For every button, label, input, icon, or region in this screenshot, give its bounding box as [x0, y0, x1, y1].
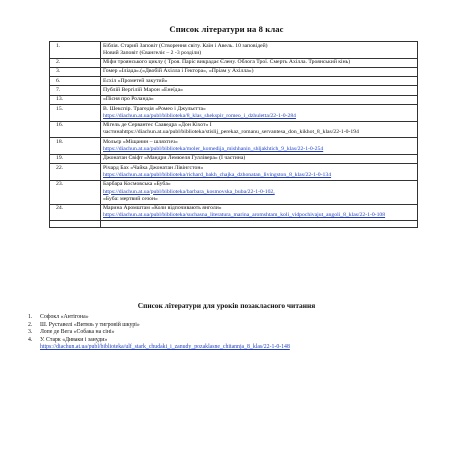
page-title: Список літератури на 8 клас: [169, 24, 284, 34]
list-item: [28, 322, 428, 330]
row-content: [101, 138, 418, 155]
row-number: 2.: [50, 58, 101, 67]
row-text: Гомер «Іліада».(«Двобій Ахілла і Гектора», «Пріам у Ахілла»): [103, 68, 254, 75]
row-content: [101, 221, 418, 228]
item-link[interactable]: https://diachun.at.ua/publ/biblioteka/ulf_stark_chudaki_i_zanudy_pozaklasne_chitannja_8_klas/22-1-0-148: [40, 344, 290, 351]
row-number: [50, 221, 101, 228]
row-text: Мольєр «Міщанин – шляхтич»: [103, 138, 178, 145]
item-number: 2.: [28, 321, 33, 328]
row-content: [101, 164, 418, 181]
item-text: Лопе де Вега «Собака на сіні»: [40, 329, 115, 336]
item-number: 4.: [28, 336, 33, 343]
item-number: 3.: [28, 329, 33, 336]
row-text: Джонатан Свіфт «Мандри Лемюеля Гуллівера» (І частина): [103, 155, 246, 162]
row-text: «Буба: мертвий сезон»: [103, 195, 158, 202]
item-content: [40, 337, 428, 352]
row-content: [101, 105, 418, 122]
table-row: [50, 86, 418, 95]
item-text: Софокл «Антігона»: [40, 314, 89, 320]
row-number: 6.: [50, 77, 101, 86]
row-number: 13.: [50, 95, 101, 104]
table-row: [50, 221, 418, 228]
table-row: [50, 121, 418, 138]
row-number: 18.: [50, 138, 101, 155]
literature-table-body: [50, 42, 418, 228]
table-row: [50, 204, 418, 221]
row-text: Річард Бах «Чайка Джонатан Лівінгстон»: [103, 164, 204, 171]
item-text: Ш. Руставелі «Витязь у тигровій шкурі»: [40, 321, 140, 328]
table-row: [50, 164, 418, 181]
table-row: [50, 154, 418, 163]
row-text: Біблія. Старий Заповіт (Створення світу. Каїн і Авель. 10 заповідей): [103, 42, 268, 49]
table-row: [50, 77, 418, 86]
row-content: [101, 154, 418, 163]
section-subtitle: Список літератури для уроків позакласного читання: [137, 301, 316, 310]
item-content: [40, 329, 428, 337]
row-number: 19.: [50, 154, 101, 163]
row-link[interactable]: https://diachun.at.ua/publ/biblioteka/barbara_kosmovska_buba/22-1-0-102,: [103, 188, 275, 195]
row-link[interactable]: https://diachun.at.ua/publ/biblioteka/suchasna_literatura_marina_aromshtam_koli_vidpochivajut_angoli_8_klas/22-1-0-108: [103, 212, 386, 219]
list-item: [28, 329, 428, 337]
row-text: Публій Вергілій Марон «Енеїда»: [103, 86, 183, 93]
row-content: [101, 86, 418, 95]
table-row: [50, 180, 418, 204]
literature-table: [49, 41, 418, 228]
row-text: Барбара Космовська «Буба»: [103, 181, 171, 188]
row-text: Есхіл «Прометей закутий»: [103, 77, 168, 84]
row-content: [101, 77, 418, 86]
row-content: [101, 58, 418, 67]
row-text: В. Шекспір. Трагедія «Ромео і Джульєтта»: [103, 105, 206, 112]
row-text: Міфи троянського циклу ( Троя. Паріс викрадає Єлену. Облога Трої. Смерть Ахілла. Троянський кінь): [103, 59, 351, 66]
row-content: [101, 204, 418, 221]
row-content: [101, 121, 418, 138]
table-row: [50, 138, 418, 155]
row-number: 15.: [50, 105, 101, 122]
table-row: [50, 58, 418, 67]
row-number: 7.: [50, 86, 101, 95]
row-text: «Пісня про Роланда»: [103, 96, 154, 103]
extra-reading-list: [28, 314, 428, 352]
row-number: 24.: [50, 204, 101, 221]
list-item: [28, 314, 428, 322]
row-text: Новий Заповіт (Євангеліє – 2 -3 розділи): [103, 49, 202, 56]
table-row: [50, 95, 418, 104]
row-link[interactable]: https://diachun.at.ua/publ/biblioteka/richard_bakh_chajka_dzhonatan_livingston_8_klas/22-1-0-134: [103, 171, 332, 178]
row-text: частинаhttps://diachun.at.ua/publ/biblioteka/stislij_perekaz_romanu_servantesa_don_kikhot_8_klas/22-1-0-194: [103, 129, 359, 136]
row-number: 1.: [50, 42, 101, 59]
row-text: Марина Аромштам «Коли відпочивають янголи»: [103, 205, 222, 212]
table-row: [50, 42, 418, 59]
row-number: 23.: [50, 180, 101, 204]
row-link[interactable]: https://diachun.at.ua/publ/biblioteka/moler_komedija_mishhanin_shljakhtich_9_klas/22-1-0-254: [103, 146, 324, 153]
row-number: 16.: [50, 121, 101, 138]
item-text: У. Старк «Диваки і зануди»: [40, 336, 108, 343]
row-link[interactable]: https://diachun.at.ua/publ/biblioteka/8_klas_shekspir_romeo_i_dzhuletta/22-1-0-284: [103, 112, 297, 119]
item-content: [40, 314, 428, 322]
table-row: [50, 105, 418, 122]
row-content: [101, 67, 418, 76]
item-content: [40, 322, 428, 330]
table-row: [50, 67, 418, 76]
item-number: 1.: [28, 314, 33, 320]
row-content: [101, 42, 418, 59]
row-text: Мігель де Сервантес Сааведра «Дон Кіхот» І: [103, 122, 212, 129]
row-content: [101, 95, 418, 104]
row-number: 3.: [50, 67, 101, 76]
list-item: [28, 337, 428, 352]
row-number: 22.: [50, 164, 101, 181]
row-content: [101, 180, 418, 204]
